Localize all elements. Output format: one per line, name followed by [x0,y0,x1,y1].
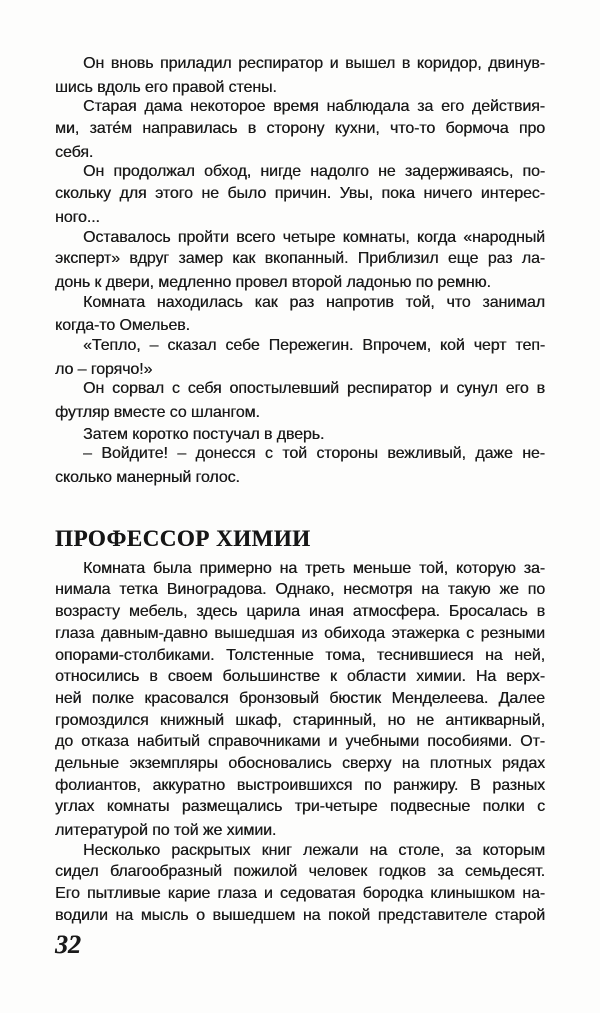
text-line: Комната была примерно на треть меньше той, которую за- [83,559,545,577]
text-line: литературой по той же химии. [55,822,277,839]
text-part-2 [55,560,545,929]
text-line: нимала тетка Виноградова. Однако, несмотря на такую же по [55,581,545,599]
text-line: Затем коротко постучал в дверь. [83,425,325,443]
text-line: ней полке красовался бронзовый бюстик Менделеева. Далее [55,689,545,707]
text-line: сидел благообразный пожилой человек годков за семьдесят. [55,863,545,881]
text-line: водили на мысль о вышедшем на покой представителе старой [55,906,545,924]
text-line: Он сорвал с себя опостылевший респиратор и сунул его в [83,380,545,398]
paragraph [55,55,545,98]
text-line: ми, зате́м направилась в сторону кухни, что-то бормоча про [55,120,545,138]
text-line: сколько манерный голос. [55,469,240,487]
text-line: себя. [55,143,94,161]
text-line: Он вновь приладил респиратор и вышел в коридор, двинув- [83,55,545,72]
page-number: 32 [55,930,81,960]
text-line: Оставалось пройти всего четыре комнаты, когда «народный [83,228,545,246]
text-line: фолиантов, аккуратно выстроившихся по ранжиру. В разных [55,776,545,794]
text-line: футляр вместе со шлангом. [55,404,260,421]
text-line: углах комнаты размещались три-четыре подвесные полки с [55,798,545,816]
text-line: эксперт» вдруг замер как вкопанный. Приблизил еще раз ла- [55,250,545,268]
text-line: – Войдите! – донесся с той стороны вежливый, даже не- [83,445,545,463]
text-line: глаза давным-давно вышедшая из обихода этажерка с резными [55,624,545,642]
paragraph [55,424,545,446]
text-line: ного... [55,208,100,226]
paragraph [55,560,545,842]
text-line: Несколько раскрытых книг лежали на столе, за которым [83,841,545,859]
paragraph [55,163,545,228]
text-line: до отказа набитый справочниками и учебными пособиями. От- [55,733,545,751]
paragraph [55,98,545,163]
text-line: когда-то Омельев. [55,317,190,335]
text-line: ло – горячо!» [55,360,153,378]
paragraph [55,229,545,294]
text-line: опорами-столбиками. Толстенные тома, теснившиеся на ней, [55,646,545,664]
text-line: донь к двери, медленно провел второй ладонью по ремню. [55,273,491,291]
paragraph [55,294,545,337]
text-part-1 [55,55,545,489]
text-line: возрасту мебель, здесь царила иная атмосфера. Бросалась в [55,603,545,621]
text-line: Его пытливые карие глаза и седоватая бородка клинышком на- [55,885,545,903]
paragraph [55,445,545,488]
paragraph [55,842,545,929]
text-line: Он продолжал обход, нигде надолго не задерживаясь, по- [83,163,545,181]
page-content [55,55,545,960]
paragraph [55,380,545,423]
text-line: дельные экземпляры обосновались сверху на плотных рядах [55,754,545,772]
text-line: «Тепло, – сказал себе Пережегин. Впрочем, кой черт теп- [83,336,545,354]
text-line: относились в своем большинстве к области химии. На верх- [55,668,545,686]
text-line: Старая дама некоторое время наблюдала за его действия- [83,98,545,116]
section-heading: ПРОФЕССОР ХИМИИ [55,525,311,551]
paragraph [55,337,545,380]
text-line: скольку для этого не было причин. Увы, пока ничего интерес- [55,185,545,203]
text-line: Комната находилась как раз напротив той, что занимал [83,293,545,311]
text-line: шись вдоль его правой стены. [55,78,277,96]
text-line: громоздился книжный шкаф, старинный, но не антикварный, [55,711,545,729]
